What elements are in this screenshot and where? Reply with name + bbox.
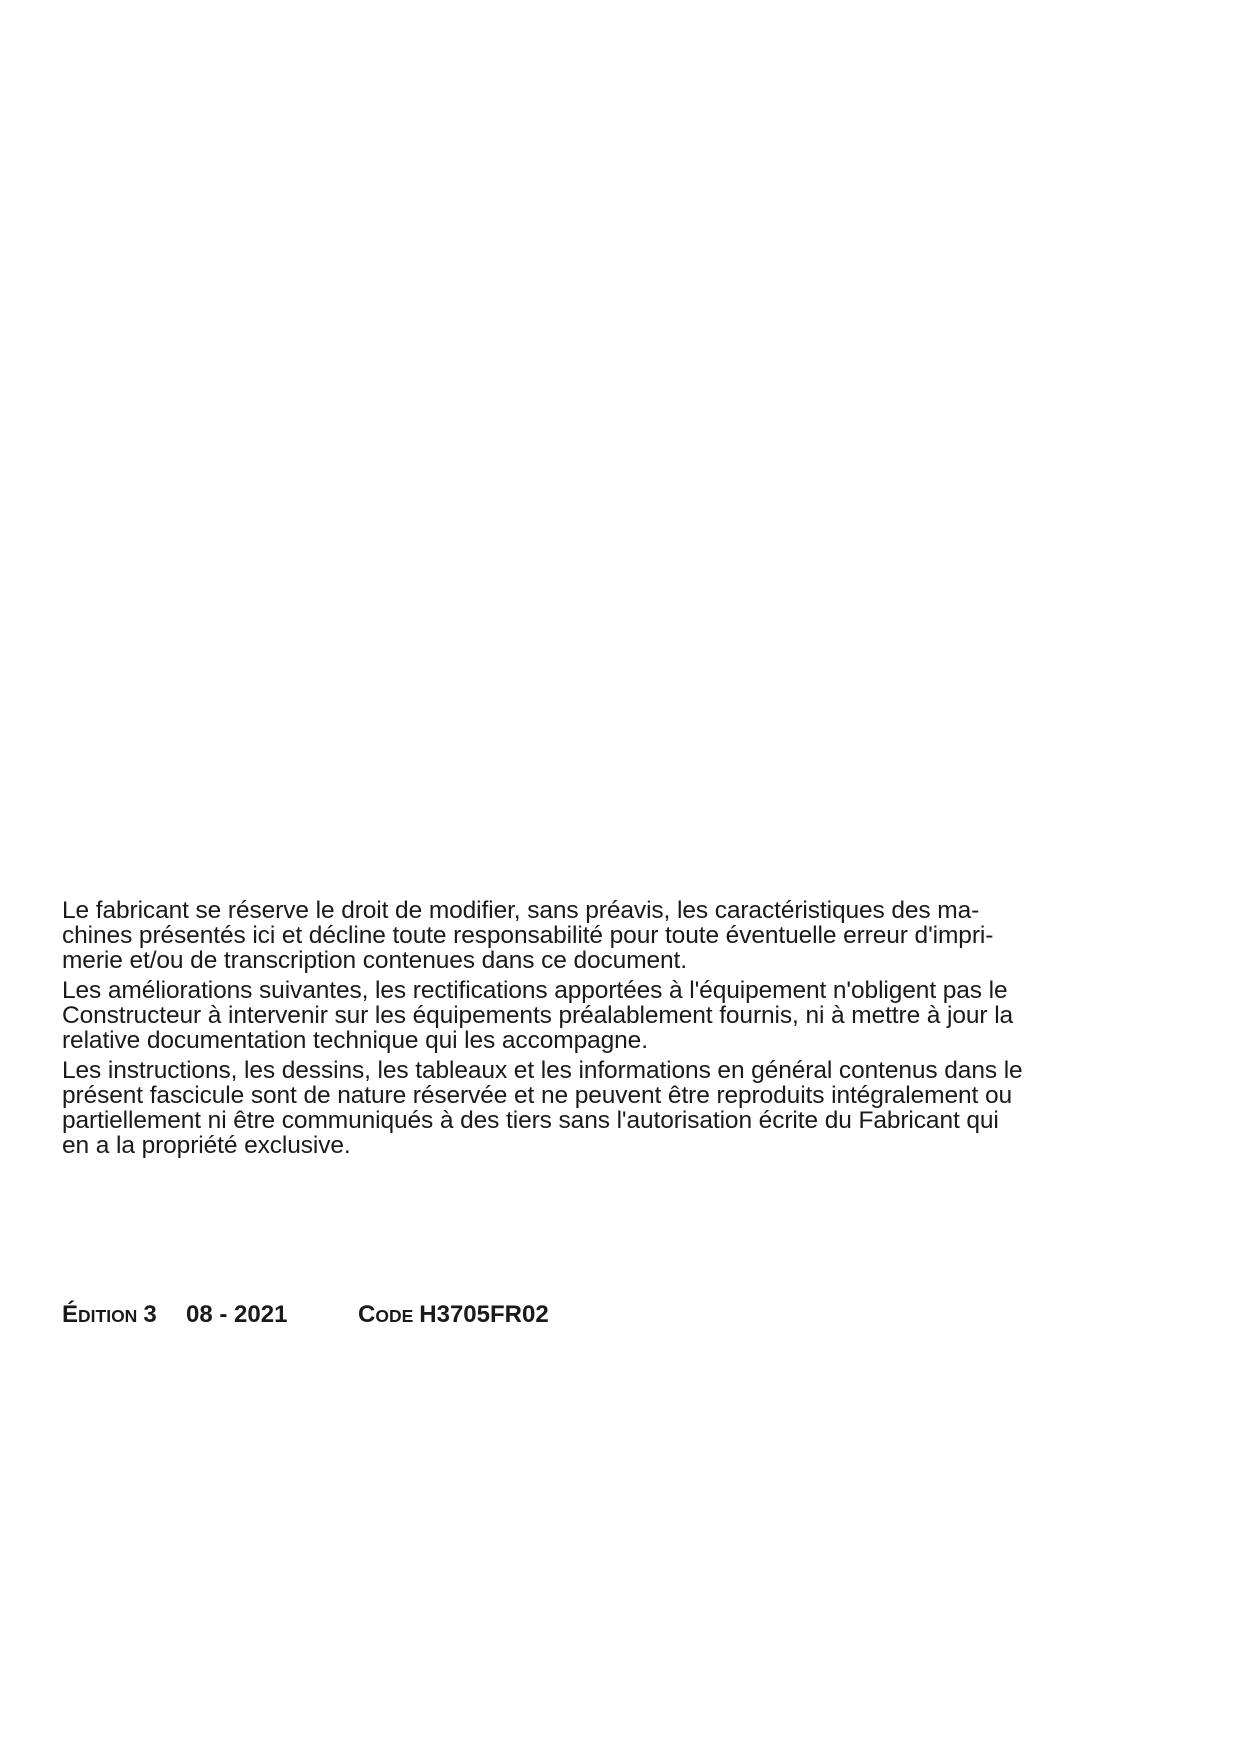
text-line: Le fabricant se réserve le droit de modifier, sans préavis, les caractéristiques des ma- bbox=[62, 897, 980, 924]
text-line: Constructeur à intervenir sur les équipements préalablement fournis, ni à mettre à jour la bbox=[62, 1002, 1014, 1029]
code-value: H3705FR02 bbox=[419, 1301, 549, 1328]
text-line: en a la propriété exclusive. bbox=[62, 1132, 351, 1159]
document-code bbox=[358, 1300, 549, 1331]
edition-number: 3 bbox=[143, 1301, 157, 1328]
edition-label-rest: DITION bbox=[78, 1306, 138, 1326]
text-line: chines présentés ici et décline toute responsabilité pour toute éventuelle erreur d'impri- bbox=[62, 922, 994, 949]
text-line: Les instructions, les dessins, les tableaux et les informations en général contenus dans le bbox=[62, 1057, 1023, 1084]
code-label-initial: C bbox=[358, 1301, 376, 1328]
disclaimer-paragraph-1 bbox=[62, 898, 1142, 973]
edition-label-initial: É bbox=[62, 1301, 79, 1328]
text-line: présent fascicule sont de nature réservée et ne peuvent être reproduits intégralement ou bbox=[62, 1082, 1013, 1109]
text-line: relative documentation technique qui les accompagne. bbox=[62, 1027, 648, 1054]
code-label-rest: ODE bbox=[375, 1306, 414, 1326]
text-line: merie et/ou de transcription contenues dans ce document. bbox=[62, 947, 687, 974]
edition-label bbox=[62, 1300, 137, 1331]
text-line: partiellement ni être communiqués à des tiers sans l'autorisation écrite du Fabricant qui bbox=[62, 1107, 999, 1134]
disclaimer-text bbox=[62, 898, 1142, 1158]
edition-info bbox=[62, 1300, 549, 1330]
disclaimer-paragraph-3 bbox=[62, 1058, 1142, 1158]
text-line: Les améliorations suivantes, les rectifications apportées à l'équipement n'obligent pas le bbox=[62, 977, 1008, 1004]
edition-date: 08 - 2021 bbox=[186, 1301, 288, 1328]
disclaimer-paragraph-2 bbox=[62, 978, 1142, 1053]
